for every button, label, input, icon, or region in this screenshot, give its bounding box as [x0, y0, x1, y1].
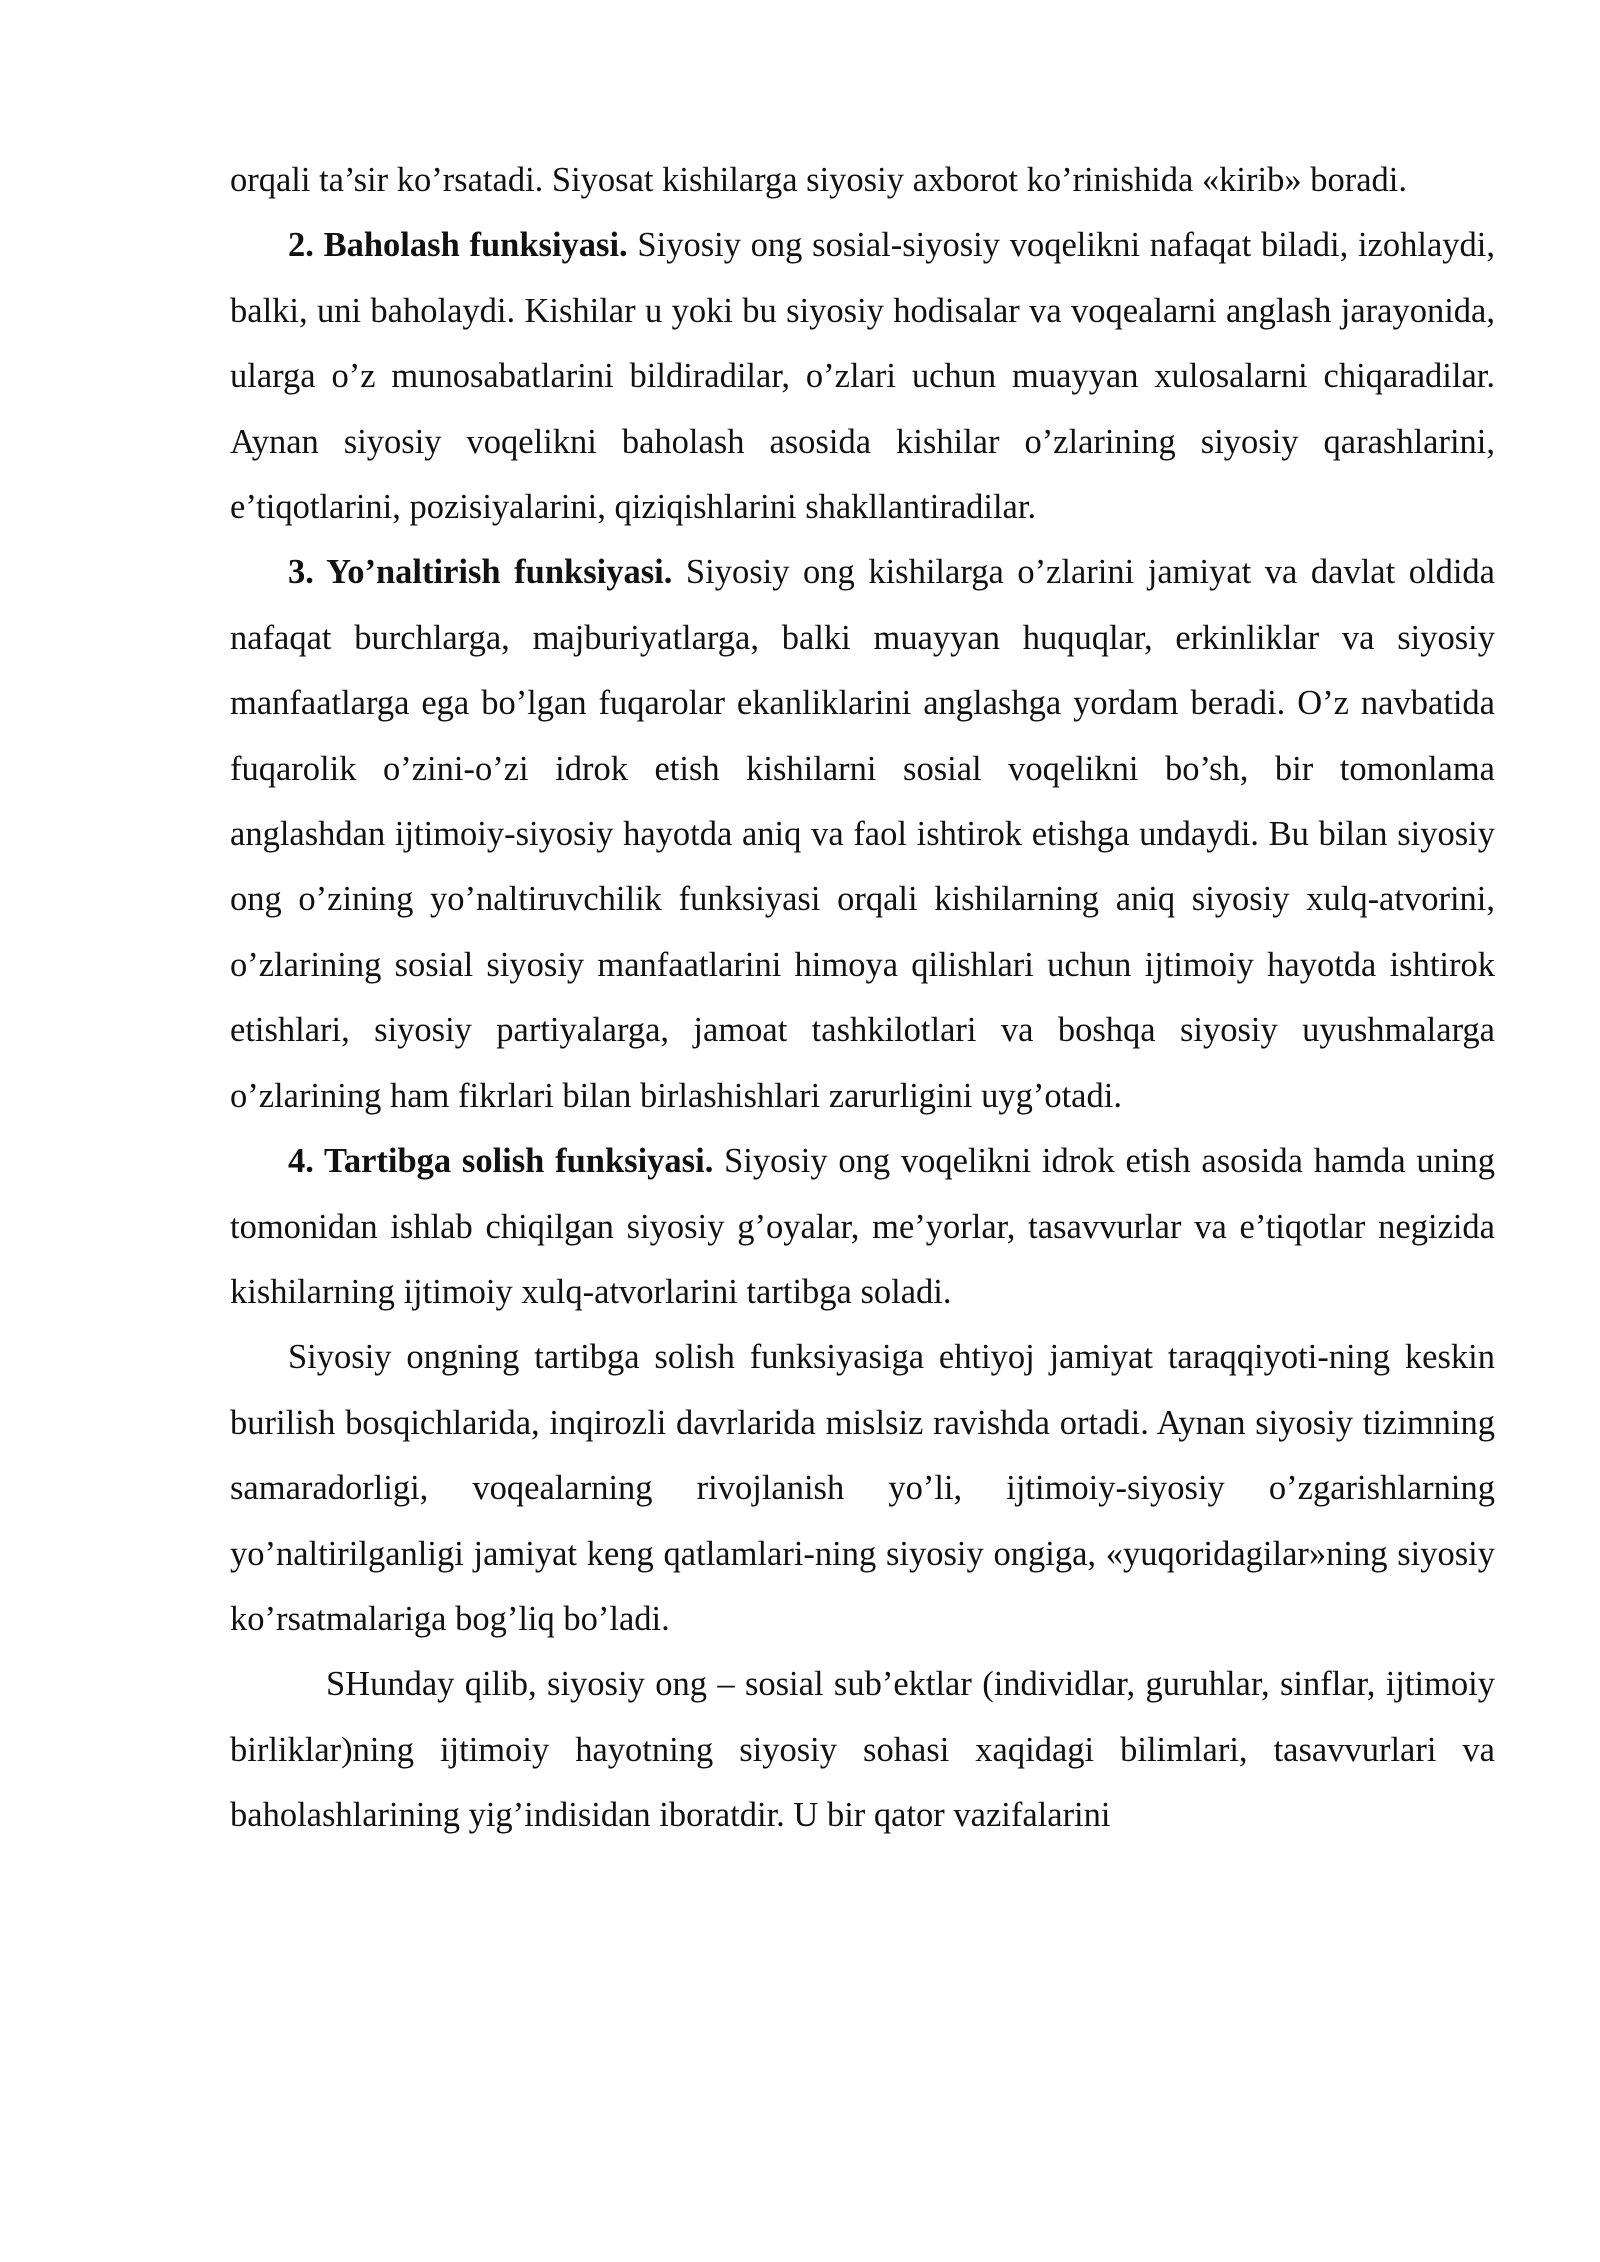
paragraph-text: Siyosiy ongning tartibga solish funksiyasiga ehtiyoj jamiyat taraqqiyoti-ning keskin burilish bosqichlarida, inqirozli davrlarida mislsiz ravishda ortadi. Aynan siyosiy tizimning samaradorligi, voqealarning rivojlanish yo’li, ijtimoiy-siyosiy o’zgarishlarning yo’naltirilganligi jamiyat keng qatlamlari-ning siyosiy ongiga, «yuqoridagilar»ning siyosiy ko’rsatmalariga bog’liq bo’ladi. — [230, 1338, 1495, 1638]
paragraph-conclusion — [230, 1652, 1495, 1848]
paragraph-text: orqali ta’sir ko’rsatadi. Siyosat kishilarga siyosiy axborot ko’rinishida «kirib» boradi. — [230, 161, 1407, 199]
paragraph-regulation-need — [230, 1325, 1495, 1652]
paragraph-text: Siyosiy ong voqelikni idrok etish asosida hamda uning tomonidan ishlab chiqilgan siyosiy g’oyalar, me’yorlar, tasavvurlar va e’tiqotlar negizida kishilarning ijtimoiy xulq-atvorlarini tartibga soladi. — [230, 1142, 1495, 1311]
paragraph-yonaltirish-funksiyasi — [230, 540, 1495, 1129]
document-page — [230, 148, 1495, 1849]
paragraph-baholash-funksiyasi — [230, 213, 1495, 540]
section-heading: 2. Baholash funksiyasi. — [288, 226, 628, 265]
section-heading: 3. Yo’naltirish funksiyasi. — [288, 553, 673, 592]
paragraph-text: Siyosiy ong kishilarga o’zlarini jamiyat va davlat oldida nafaqat burchlarga, majburiyatlarga, balki muayyan huquqlar, erkinliklar va siyosiy manfaatlarga ega bo’lgan fuqarolar ekanliklarini anglashga yordam beradi. O’z navbatida fuqarolik o’zini-o’zi idrok etish kishilarni sosial voqelikni bo’sh, bir tomonlama anglashdan ijtimoiy-siyosiy hayotda aniq va faol ishtirok etishga undaydi. Bu bilan siyosiy ong o’zining yo’naltiruvchilik funksiyasi orqali kishilarning aniq siyosiy xulq-atvorini, o’zlarining sosial siyosiy manfaatlarini himoya qilishlari uchun ijtimoiy hayotda ishtirok etishlari, siyosiy partiyalarga, jamoat tashkilotlari va boshqa siyosiy uyushmalarga o’zlarining ham fikrlari bilan birlashishlari zarurligini uyg’otadi. — [230, 553, 1495, 1115]
section-heading: 4. Tartibga solish funksiyasi. — [288, 1142, 714, 1181]
paragraph-text: SHunday qilib, siyosiy ong – sosial sub’ektlar (individlar, guruhlar, sinflar, ijtimoiy birliklar)ning ijtimoiy hayotning siyosiy sohasi xaqidagi bilimlari, tasavvurlari va baholashlarining yig’indisidan iboratdir. U bir qator vazifalarini — [230, 1665, 1495, 1835]
paragraph-text: Siyosiy ong sosial-siyosiy voqelikni nafaqat biladi, izohlaydi, balki, uni baholaydi. Kishilar u yoki bu siyosiy hodisalar va voqealarni anglash jarayonida, ularga o’z munosabatlarini bildiradilar, o’zlari uchun muayyan xulosalarni chiqaradilar. Aynan siyosiy voqelikni baholash asosida kishilar o’zlarining siyosiy qarashlarini, e’tiqotlarini, pozisiyalarini, qiziqishlarini shakllantiradilar. — [230, 226, 1495, 527]
paragraph-continuation — [230, 148, 1495, 213]
paragraph-tartibga-solish-funksiyasi — [230, 1129, 1495, 1325]
